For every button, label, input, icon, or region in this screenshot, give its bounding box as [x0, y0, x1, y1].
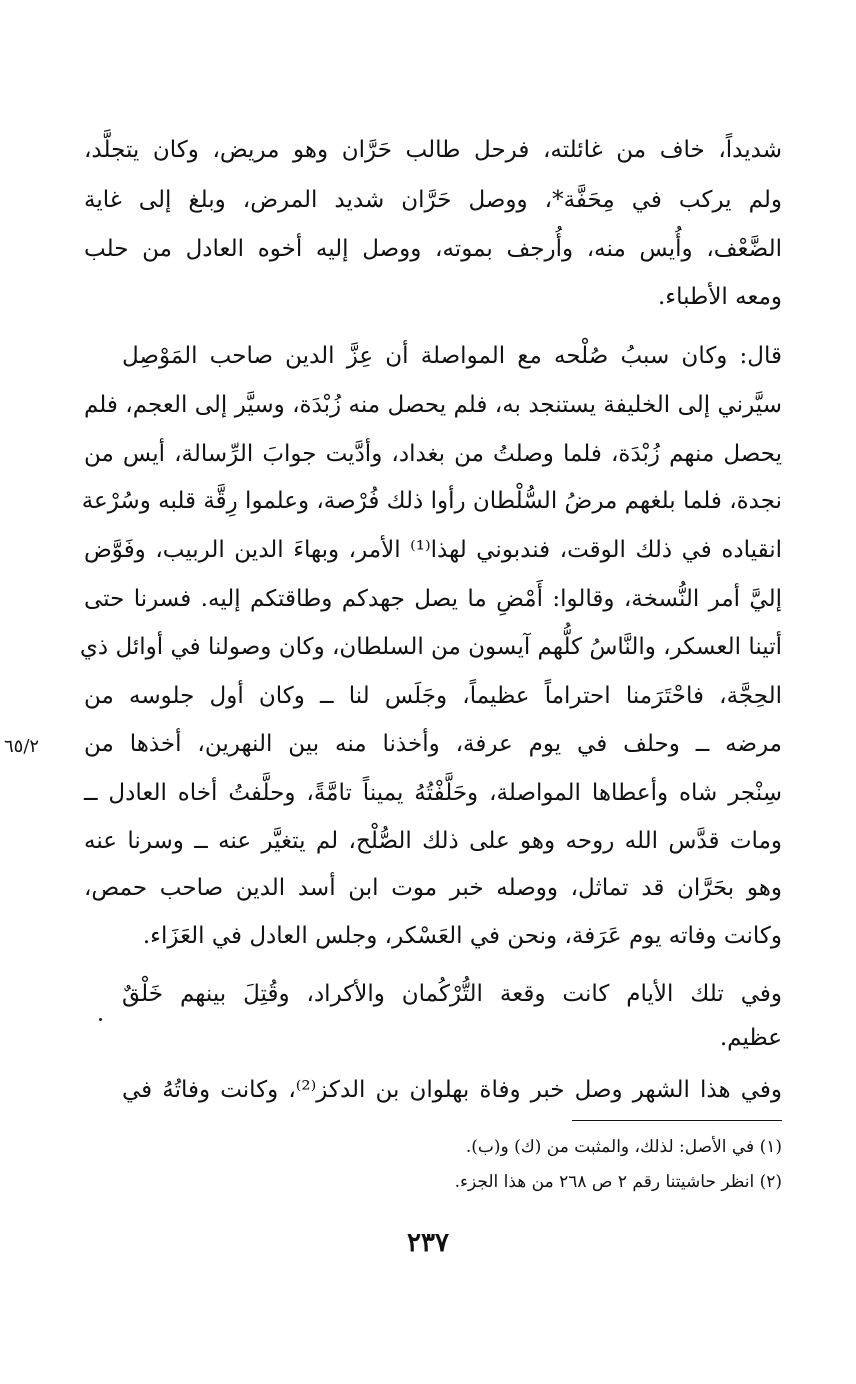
text-line: سيَّرني إلى الخليفة يستنجد به، فلم يحصل منه زُبْدَة، وسيَّر إلى العجم، فلم — [84, 392, 782, 418]
text-line: سِنْجر شاه وأعطاها المواصلة، وحَلَّفْتُهُ يميناً تامَّةً، وحلَّفتُ أخاه العادل ــ — [84, 780, 782, 806]
text-line: عظيم. — [719, 1025, 782, 1051]
footnote-divider — [572, 1120, 782, 1121]
text-line: ومعه الأطباء. — [657, 284, 782, 310]
text-line: إليَّ أمر النُّسخة، وقالوا: أَمْضِ ما يصل جهدكم وطاقتكم إليه. فسرنا حتى — [84, 586, 782, 612]
text-line: نجدة، فلما بلغهم مرضُ السُّلْطان رأوا ذلك فُرْصة، وعلموا رِقَّة قلبه وسُرْعة — [81, 488, 782, 514]
text-line: أتينا العسكر، والنَّاسُ كلُّهم آيسون من السلطان، وكان وصولنا في أوائل ذي — [79, 634, 782, 660]
text-line: انقياده في ذلك الوقت، فندبوني لهذا⁽¹⁾ الأمر، وبهاءَ الدين الربيب، وفَوَّض — [84, 537, 782, 563]
stray-dot — [99, 1018, 102, 1021]
page-number: ٢٣٧ — [407, 1228, 449, 1258]
text-line: ولم يركب في مِحَفَّة*، ووصل حَرَّان شديد المرض، وبلغ إلى غاية — [84, 187, 782, 213]
text-line: يحصل منهم زُبْدَة، فلما وصلتُ من بغداد، وأدَّيت جوابَ الرِّسالة، أيس من — [84, 441, 782, 467]
text-line: وهو بحَرَّان قد تماثل، ووصله خبر موت ابن أسد الدين صاحب حمص، — [84, 875, 782, 901]
text-line: شديداً، خاف من غائلته، فرحل طالب حَرَّان وهو مريض، وكان يتجلَّد، — [84, 137, 782, 163]
text-line: الحِجَّة، فاحْتَرَمنا احتراماً عظيماً، وجَلَس لنا ــ وكان أول جلوسه من — [84, 683, 782, 709]
footnote-2: (٢) انظر حاشيتنا رقم ٢ ص ٢٦٨ من هذا الجزء. — [454, 1172, 782, 1192]
text-line: ومات قدَّس الله روحه وهو على ذلك الصُّلْح، لم يتغيَّر عنه ــ وسرنا عنه — [84, 828, 782, 854]
text-line: وفي هذا الشهر وصل خبر وفاة بهلوان بن الدكز⁽²⁾، وكانت وفاتُهُ في — [122, 1077, 783, 1103]
text-line: قال: وكان سببُ صُلْحه مع المواصلة أن عِزَّ الدين صاحب المَوْصِل — [122, 343, 782, 369]
text-line: وكانت وفاته يوم عَرَفة، ونحن في العَسْكر، وجلس العادل في العَزَاء. — [142, 923, 782, 949]
text-line: مرضه ــ وحلف في يوم عرفة، وأخذنا منه بين النهرين، أخذها من — [84, 731, 782, 757]
text-line: وفي تلك الأيام كانت وقعة التُّرْكُمان والأكراد، وقُتِلَ بينهم خَلْقٌ — [122, 981, 782, 1007]
margin-reference: ٦٥/٢ — [4, 736, 40, 757]
text-line: الضَّعْف، وأُيس منه، وأُرجف بموته، ووصل إليه أخوه العادل من حلب — [84, 236, 782, 262]
footnote-1: (١) في الأصل: لذلك، والمثبت من (ك) و(ب). — [465, 1137, 782, 1157]
